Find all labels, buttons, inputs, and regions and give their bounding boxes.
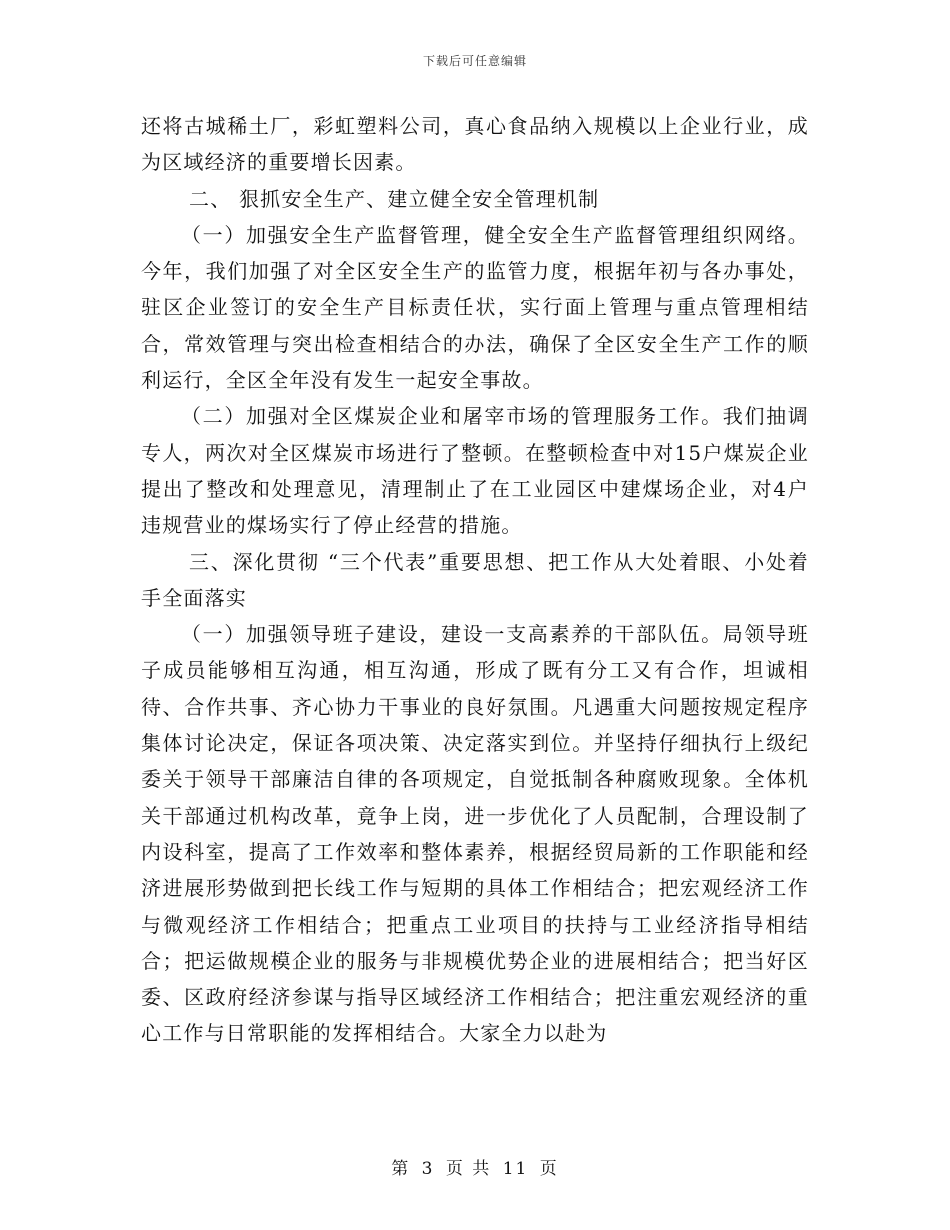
page-prefix: 第 (391, 1159, 411, 1179)
page-suffix: 页 (539, 1159, 559, 1179)
page-mid: 页 共 (445, 1159, 492, 1179)
section-heading-2: 二、 狠抓安全生产、建立健全安全管理机制 (189, 186, 600, 211)
page-header-note: 下载后可任意编辑 (422, 54, 527, 68)
paragraph-coal-market: （二）加强对全区煤炭企业和屠宰市场的管理服务工作。我们抽调专人，两次对全区煤炭市场进行了整顿。在整顿检查中对15户煤炭企业提出了整改和处理意见，清理制止了在工业园区中建煤场企业，对4户违规营业的煤场实行了停止经营的措施。 (141, 404, 809, 538)
document-body (141, 108, 809, 1052)
page-footer (0, 1154, 950, 1179)
page-total: 11 (502, 1159, 529, 1179)
page-number: 3 (421, 1159, 435, 1179)
paragraph-continuation: 还将古城稀土厂，彩虹塑料公司，真心食品纳入规模以上企业行业，成为区域经济的重要增长因素。 (141, 114, 809, 175)
section-heading-3: 三、深化贯彻 “三个代表”重要思想、把工作从大处着眼、小处着手全面落实 (141, 549, 809, 610)
paragraph-safety-supervision: （一）加强安全生产监督管理，健全安全生产监督管理组织网络。今年，我们加强了对全区安全生产的监管力度，根据年初与各办事处，驻区企业签订的安全生产目标责任状，实行面上管理与重点管理相结合，常效管理与突出检查相结合的办法，确保了全区安全生产工作的顺利运行，全区全年没有发生一起安全事故。 (141, 222, 809, 393)
paragraph-leadership: （一）加强领导班子建设，建设一支高素养的干部队伍。局领导班子成员能够相互沟通，相互沟通，形成了既有分工又有合作，坦诚相待、合作共事、齐心协力干事业的良好氛围。凡遇重大问题按规定程序集体讨论决定，保证各项决策、决定落实到位。并坚持仔细执行上级纪委关于领导干部廉洁自律的各项规定，自觉抵制各种腐败现象。全体机关干部通过机构改革，竟争上岗，进一步优化了人员配制，合理设制了内设科室，提高了工作效率和整体素养，根据经贸局新的工作职能和经济进展形势做到把长线工作与短期的具体工作相结合；把宏观经济工作与微观经济工作相结合；把重点工业项目的扶持与工业经济指导相结合；把运做规模企业的服务与非规模优势企业的进展相结合；把当好区委、区政府经济参谋与指导区域经济工作相结合；把注重宏观经济的重心工作与日常职能的发挥相结合。大家全力以赴为 (141, 622, 809, 1046)
